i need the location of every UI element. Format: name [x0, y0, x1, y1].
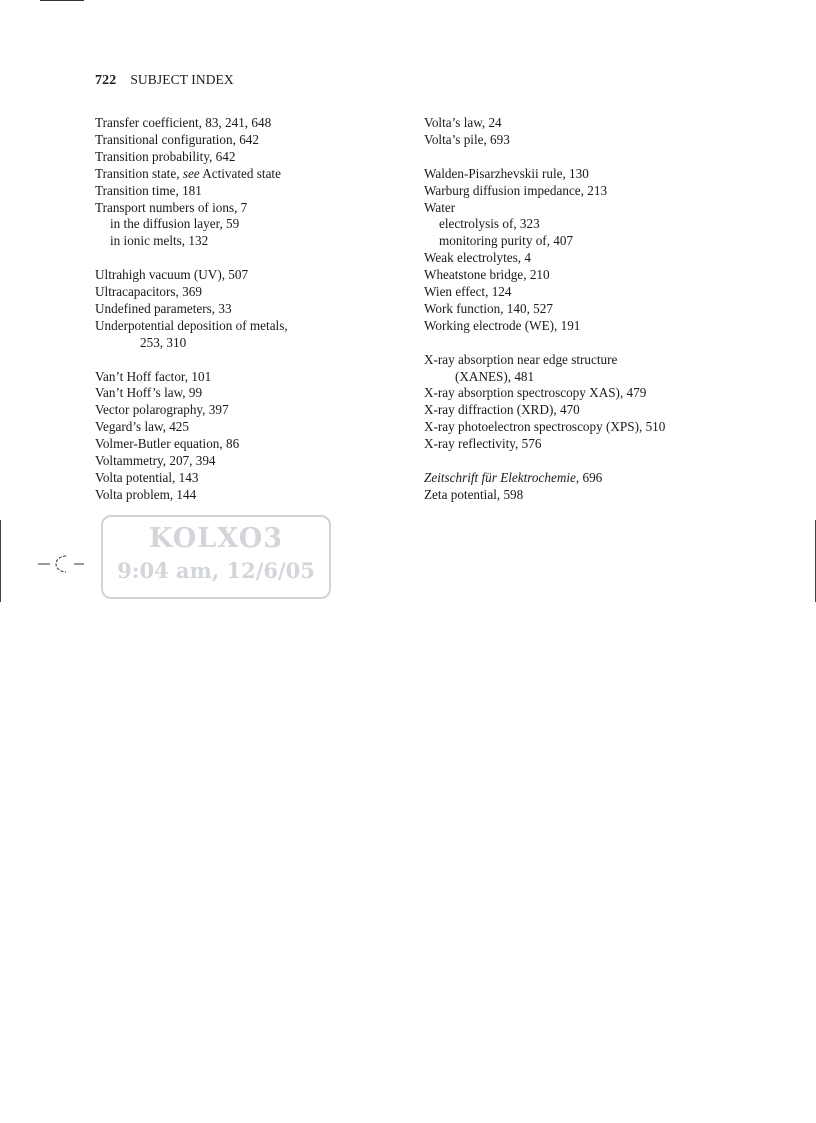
index-subentry	[424, 216, 794, 233]
index-entry-text: Ultracapacitors, 369	[95, 284, 202, 300]
index-entry	[95, 200, 405, 217]
index-entry-text: Working electrode (WE), 191	[424, 317, 581, 333]
index-entry-continuation	[95, 335, 405, 352]
index-entry-text: monitoring purity of, 407	[439, 233, 574, 249]
index-entry	[95, 470, 405, 487]
index-entry	[95, 267, 405, 284]
index-entry-text: Undefined parameters, 33	[95, 300, 232, 316]
index-column-right	[424, 115, 794, 504]
index-entry-text: X-ray absorption spectroscopy XAS), 479	[424, 385, 647, 401]
index-entry-text: 253, 310	[140, 334, 187, 350]
index-entry	[424, 132, 794, 149]
index-subentry	[95, 216, 405, 233]
index-entry-text: Transitional configuration, 642	[95, 131, 259, 147]
index-entry-text: Wien effect, 124	[424, 284, 512, 300]
index-entry	[424, 436, 794, 453]
index-entry-text: Walden-Pisarzhevskii rule, 130	[424, 165, 589, 181]
index-entry-text: Volta potential, 143	[95, 470, 199, 485]
index-entry	[424, 318, 794, 335]
index-entry-continuation	[424, 369, 794, 386]
index-entry-text: in the diffusion layer, 59	[110, 216, 240, 232]
index-entry-text: Warburg diffusion impedance, 213	[424, 182, 608, 198]
index-entry	[95, 453, 405, 470]
index-entry-text: Volta’s pile, 693	[424, 131, 510, 147]
header-title: SUBJECT INDEX	[130, 72, 234, 87]
index-entry	[424, 402, 794, 419]
index-entry-text: X-ray reflectivity, 576	[424, 436, 542, 452]
watermark-stamp	[101, 515, 331, 599]
index-entry-text: Vegard’s law, 425	[95, 419, 189, 435]
index-entry	[424, 267, 794, 284]
index-entry	[95, 115, 405, 132]
index-entry-text: Volta problem, 144	[95, 486, 197, 502]
index-entry-cross-reference: Activated state	[199, 165, 281, 181]
index-entry-pages: , 696	[575, 469, 603, 485]
index-subentry	[424, 233, 794, 250]
index-entry	[95, 284, 405, 301]
index-entry-italic-title: Zeitschrift für Elektrochemie	[424, 469, 576, 485]
index-letter-gap	[95, 250, 405, 267]
index-entry	[95, 487, 405, 504]
running-header	[95, 72, 234, 89]
index-entry-text: Transition state,	[95, 165, 183, 181]
index-entry-text: Zeta potential, 598	[424, 486, 524, 502]
index-entry-text: Volmer-Butler equation, 86	[95, 436, 240, 452]
index-entry-text: Ultrahigh vacuum (UV), 507	[95, 267, 249, 283]
index-entry-text: Wheatstone bridge, 210	[424, 267, 550, 283]
index-entry	[424, 200, 794, 217]
index-entry	[424, 419, 794, 436]
page-number: 722	[95, 73, 117, 88]
index-entry	[424, 352, 794, 369]
index-subentry	[95, 233, 405, 250]
index-entry	[95, 149, 405, 166]
index-entry	[424, 166, 794, 183]
index-entry-text: Underpotential deposition of metals,	[95, 317, 288, 333]
index-entry-text: Weak electrolytes, 4	[424, 250, 531, 266]
registration-mark-icon	[38, 553, 88, 575]
index-entry-text: Transfer coefficient, 83, 241, 648	[95, 115, 272, 130]
index-entry	[95, 166, 405, 183]
index-entry	[95, 402, 405, 419]
index-entry-text: X-ray photoelectron spectroscopy (XPS), 510	[424, 419, 666, 435]
index-entry	[424, 115, 794, 132]
index-letter-gap	[424, 335, 794, 352]
index-entry-text: in ionic melts, 132	[110, 233, 209, 249]
index-entry-text: Water	[424, 199, 456, 215]
index-entry-text: Work function, 140, 527	[424, 300, 553, 316]
crop-mark-left	[0, 520, 1, 602]
index-entry-text: Transition time, 181	[95, 182, 202, 198]
index-entry	[95, 369, 405, 386]
index-entry	[424, 183, 794, 200]
index-entry-text: electrolysis of, 323	[439, 216, 540, 232]
index-entry	[95, 301, 405, 318]
index-entry-text: X-ray diffraction (XRD), 470	[424, 402, 580, 418]
index-letter-gap	[424, 149, 794, 166]
index-entry-text: Volta’s law, 24	[424, 115, 502, 130]
index-entry-text: Voltammetry, 207, 394	[95, 453, 216, 469]
index-entry	[95, 385, 405, 402]
crop-mark-top	[40, 0, 84, 1]
index-entry	[424, 470, 794, 487]
index-entry	[95, 132, 405, 149]
index-entry-text: Transition probability, 642	[95, 148, 236, 164]
index-entry-text: Van’t Hoff factor, 101	[95, 368, 212, 384]
index-letter-gap	[424, 453, 794, 470]
index-entry	[95, 183, 405, 200]
index-entry-text: X-ray absorption near edge structure	[424, 351, 618, 367]
index-entry	[424, 250, 794, 267]
index-letter-gap	[95, 352, 405, 369]
index-entry-text: Vector polarography, 397	[95, 402, 229, 418]
watermark-title: KOLXO3	[148, 523, 284, 554]
watermark-timestamp: 9:04 am, 12/6/05	[117, 558, 315, 583]
index-entry-text: Van’t Hoff’s law, 99	[95, 385, 203, 401]
index-entry-text: Transport numbers of ions, 7	[95, 199, 248, 215]
index-entry	[424, 284, 794, 301]
index-entry-text: (XANES), 481	[455, 368, 535, 384]
index-entry-see-reference: see	[182, 165, 200, 181]
index-entry	[95, 436, 405, 453]
index-entry	[424, 385, 794, 402]
index-entry	[424, 487, 794, 504]
index-entry	[424, 301, 794, 318]
index-entry	[95, 419, 405, 436]
index-entry	[95, 318, 405, 335]
index-column-left	[95, 115, 405, 504]
